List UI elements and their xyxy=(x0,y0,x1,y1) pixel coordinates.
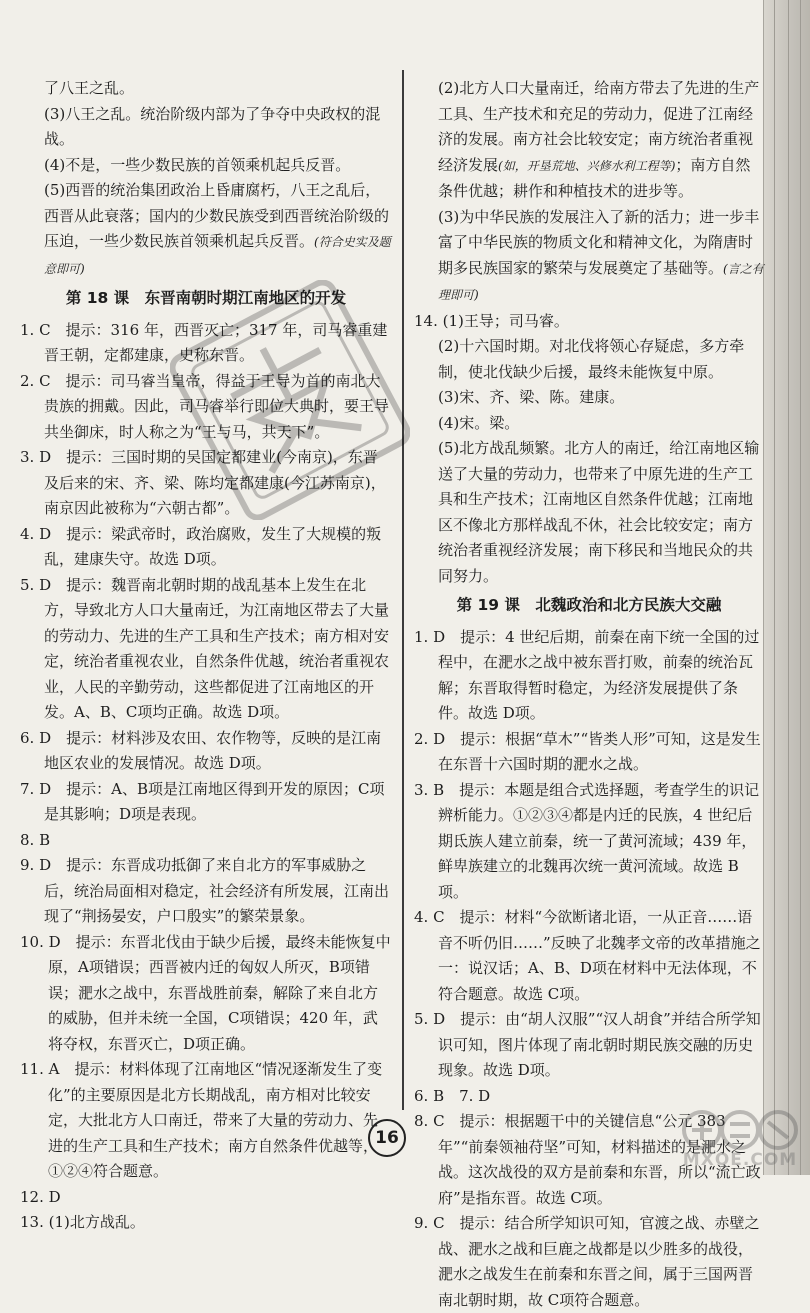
answer-item: 4. D 提示：梁武帝时，政治腐败，发生了大规模的叛乱，建康失守。故选 D项。 xyxy=(20,524,382,568)
answer-item: 2. D 提示：根据“草木”“皆类人形”可知，这是发生在东晋十六国时期的淝水之战。 xyxy=(414,729,761,773)
answer-item: 7. D 提示：A、B项是江南地区得到开发的原因；C项是其影响；D项是表现。 xyxy=(20,779,385,823)
page-number: 16 xyxy=(368,1119,406,1157)
answer-item: 6. D 提示：材料涉及农田、农作物等，反映的是江南地区农业的发展情况。故选 D项。 xyxy=(20,728,382,772)
answer-item: 2. C 提示：司马睿当皇帝，得益于王导为首的南北大贵族的拥戴。因此，司马睿举行即位大典时，要王导共坐御床，时人称之为“王与马，共天下”。 xyxy=(20,371,390,441)
book-binding-edge xyxy=(763,0,810,1175)
column-divider xyxy=(402,70,404,1110)
answer-text: ；南方自然条件优越；耕作和种植技术的进步等。 xyxy=(438,155,751,200)
answer-item: 4. C 提示：材料“今欲断诸北语，一从正音……语音不听仍旧……”反映了北魏孝文帝的改革措施之一：说汉话；A、B、D项在材料中无法体现，不符合题意。故选 C项。 xyxy=(414,908,761,1003)
answer-item: 1. D 提示：4 世纪后期，前秦在南下统一全国的过程中，在淝水之战中被东晋打败，前秦的统治瓦解；东晋取得暂时稳定，为经济发展提供了条件。故选 D项。 xyxy=(414,627,760,722)
watermark-logo-icon xyxy=(680,1108,800,1152)
answer-line: (4)不是，一些少数民族的首领乘机起兵反晋。 xyxy=(44,155,351,174)
answer-item: 8. B xyxy=(20,830,51,849)
answer-line xyxy=(20,178,392,282)
answer-line: (4)宋。梁。 xyxy=(438,413,520,432)
answer-item: 3. B 提示：本题是组合式选择题，考查学生的识记辨析能力。①②③④都是内迁的民族，4 世纪后期氐族人建立前秦，统一了黄河流域；439 年，鲜卑族建立的北魏再次统一黄河流域。故选 B项。 xyxy=(414,780,760,901)
answer-text: (3)为中华民族的发展注入了新的活力；进一步丰富了中华民族的物质文化和精神文化，为隋唐时期多民族国家的繁荣与发展奠定了基础等。 xyxy=(438,207,760,277)
answer-text: (2)北方人口大量南迁，给南方带去了先进的生产工具、生产技术和充足的劳动力，促进了江南经济的发展。南方社会比较安定；南方统治者重视经济发展 xyxy=(438,79,760,174)
lesson-18-title: 第 18 课 东晋南朝时期江南地区的开发 xyxy=(65,289,347,307)
answer-line: (3)八王之乱。统治阶级内部为了争夺中央政权的混战。 xyxy=(44,104,381,148)
answer-item: 5. D 提示：由“胡人汉服”“汉人胡食”并结合所学知识可知，图片体现了南北朝时期民族交融的历史现象。故选 D项。 xyxy=(414,1010,761,1079)
answer-line: 了八王之乱。 xyxy=(44,79,135,97)
answer-item: 6. B 7. D xyxy=(414,1086,491,1105)
answer-note: (言之有理即可) xyxy=(438,261,764,302)
answer-item: 9. D 提示：东晋成功抵御了来自北方的军事威胁之后，统治局面相对稳定，社会经济有所发展，江南出现了“荆扬晏安，户口殷实”的繁荣景象。 xyxy=(20,856,390,925)
answer-item: 1. C 提示：316 年，西晋灭亡；317 年，司马睿重建晋王朝，定都建康，史称东晋。 xyxy=(20,320,388,364)
answer-text: (5)西晋的统治集团政治上昏庸腐朽，八王之乱后，西晋从此衰落；国内的少数民族受到西晋统治阶级的压迫，一些少数民族首领乘机起兵反晋。 xyxy=(44,181,390,250)
lesson-19-title: 第 19 课 北魏政治和北方民族大交融 xyxy=(456,596,722,614)
answer-item: 9. C 提示：结合所学知识可知，官渡之战、赤壁之战、淝水之战和巨鹿之战都是以少胜多的战役，淝水之战发生在前秦和东晋之间，属于三国两晋南北朝时期，故 C项符合题意。 xyxy=(414,1214,760,1309)
answer-item: 10. D 提示：东晋北伐由于缺少后援，最终未能恢复中原，A项错误；西晋被内迁的匈奴人所灭，B项错误；淝水之战中，东晋战胜前秦，解除了来自北方的威胁，但并未统一全国，C项错误；420 年，武将夺权，东晋灭亡，D项正确。 xyxy=(20,932,391,1053)
answer-line xyxy=(414,76,764,205)
answer-item: 12. D xyxy=(20,1187,61,1206)
answer-item: 11. A 提示：材料体现了江南地区“情况逐渐发生了变化”的主要原因是北方长期战乱，南方相对比较安定，大批北方人口南迁，带来了大量的劳动力、先进的生产工具和生产技术；南方自然条件优越等，①②④符合题意。 xyxy=(20,1060,383,1180)
watermark-text: MXQE.COM xyxy=(682,1150,798,1170)
answer-item: 8. C 提示：根据题干中的关键信息“公元 383 年”“前秦领袖苻坚”可知，材料描述的是淝水之战。这次战役的双方是前秦和东晋，所以“流亡政府”是指东晋。故选 C项。 xyxy=(414,1112,761,1207)
left-column xyxy=(20,76,392,1236)
answer-line: (5)北方战乱频繁。北方人的南迁，给江南地区输送了大量的劳动力，也带来了中原先进的生产工具和生产技术；江南地区自然条件优越；江南地区不像北方那样战乱不休，社会比较安定；南方统治者重视经济发展；南下移民和当地民众的共同努力。 xyxy=(438,439,760,585)
answer-item: 3. D 提示：三国时期的吴国定都建业(今南京)，东晋及后来的宋、齐、梁、陈均定都建康(今江苏南京)，南京因此被称为“六朝古都”。 xyxy=(20,448,386,517)
answer-note: (符合史实及题意即可) xyxy=(44,235,391,276)
answer-line xyxy=(414,205,764,309)
answer-item: 5. D 提示：魏晋南北朝时期的战乱基本上发生在北方，导致北方人口大量南迁，为江南地区带去了大量的劳动力、先进的生产工具和生产技术；南方相对安定，统治者重视农业，自然条件优越，统治者重视农业，人民的辛勤劳动，这些都促进了江南地区的开发。A、B、C项均正确。故选 D项。 xyxy=(20,575,390,721)
answer-line: (3)宋、齐、梁、陈。建康。 xyxy=(438,388,625,406)
answer-item: 13. (1)北方战乱。 xyxy=(20,1213,145,1231)
site-watermark-logo xyxy=(680,1108,800,1168)
answer-note: (如，开垦荒地、兴修水利工程等) xyxy=(498,158,676,173)
answer-item: 14. (1)王导；司马睿。 xyxy=(414,311,569,330)
answer-line: (2)十六国时期。对北伐将领心存疑虑，多方牵制，使北伐缺少后援，最终未能恢复中原。 xyxy=(438,337,745,381)
